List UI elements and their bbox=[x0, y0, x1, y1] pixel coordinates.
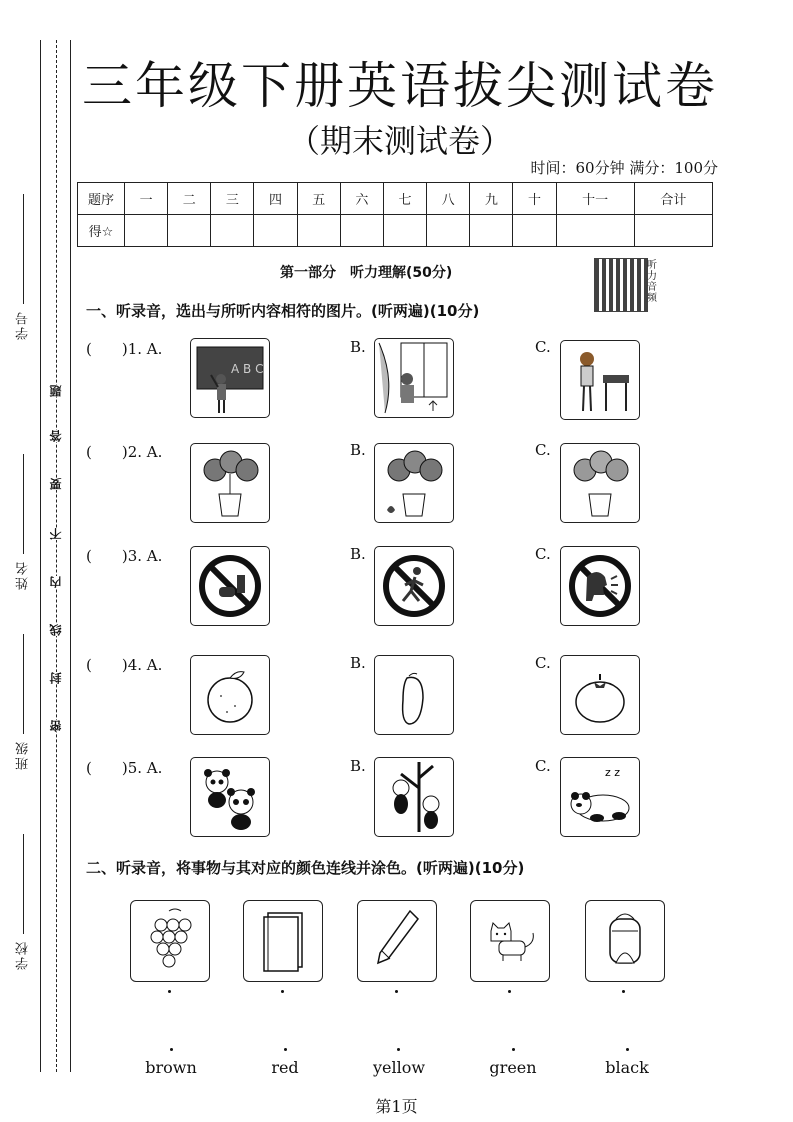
connect-dot[interactable] bbox=[170, 1048, 173, 1051]
cat-icon[interactable] bbox=[470, 900, 550, 982]
orange-icon[interactable] bbox=[190, 655, 270, 735]
color-word-yellow: yellow bbox=[372, 1058, 426, 1077]
school-label: 学校 bbox=[16, 940, 31, 970]
connect-dot[interactable] bbox=[284, 1048, 287, 1051]
option-label: C. bbox=[535, 757, 551, 775]
chair-icon[interactable] bbox=[560, 340, 640, 420]
seal-char: 封 bbox=[49, 672, 63, 684]
connect-dot[interactable] bbox=[626, 1048, 629, 1051]
score-header-cell: 三 bbox=[211, 183, 254, 215]
sleeping-panda-icon[interactable] bbox=[560, 757, 640, 837]
qr-label: 听力音频 bbox=[647, 260, 657, 304]
score-header-cell: 题序 bbox=[78, 183, 125, 215]
question-number: ( )3. A. bbox=[86, 547, 163, 565]
name-label: 姓名 bbox=[16, 560, 31, 590]
margin-border-line bbox=[40, 40, 41, 1072]
score-header-cell: 九 bbox=[470, 183, 513, 215]
score-cell[interactable] bbox=[427, 215, 470, 247]
seal-char: 要 bbox=[49, 478, 63, 490]
flower-pot-icon[interactable] bbox=[190, 443, 270, 523]
connect-dot[interactable] bbox=[397, 1048, 400, 1051]
question-number: ( )1. A. bbox=[86, 340, 163, 358]
option-label: B. bbox=[350, 545, 366, 563]
pandas-climbing-icon[interactable] bbox=[374, 757, 454, 837]
seal-char: 不 bbox=[49, 528, 63, 540]
option-label: C. bbox=[535, 338, 551, 356]
color-word-black: black bbox=[605, 1058, 649, 1077]
score-cell[interactable] bbox=[556, 215, 634, 247]
question-number: ( )5. A. bbox=[86, 759, 163, 777]
grapes-icon[interactable] bbox=[130, 900, 210, 982]
window-icon[interactable] bbox=[374, 338, 454, 418]
class-label: 班级 bbox=[16, 740, 31, 770]
qr-code-icon[interactable] bbox=[594, 258, 648, 312]
score-cell[interactable] bbox=[297, 215, 340, 247]
score-cell[interactable] bbox=[254, 215, 297, 247]
option-label: B. bbox=[350, 338, 366, 356]
seal-char: 内 bbox=[49, 576, 63, 588]
no-walking-sign-icon[interactable] bbox=[374, 546, 454, 626]
question-number: ( )2. A. bbox=[86, 443, 163, 461]
color-word-red: red bbox=[271, 1058, 299, 1077]
page-number: 第1页 bbox=[375, 1097, 418, 1116]
connect-dot[interactable] bbox=[395, 990, 398, 993]
score-cell[interactable] bbox=[168, 215, 211, 247]
option-label: C. bbox=[535, 654, 551, 672]
score-cell[interactable] bbox=[470, 215, 513, 247]
question-number: ( )4. A. bbox=[86, 656, 163, 674]
student-no-field[interactable] bbox=[14, 170, 33, 340]
time-info: 时间：60分钟 满分：100分 bbox=[530, 159, 718, 177]
score-header-cell: 七 bbox=[383, 183, 426, 215]
option-label: B. bbox=[350, 654, 366, 672]
score-cell[interactable] bbox=[383, 215, 426, 247]
score-cell[interactable] bbox=[211, 215, 254, 247]
score-header-cell: 十 bbox=[513, 183, 556, 215]
seal-char: 密 bbox=[49, 720, 63, 732]
svg-text:z z: z z bbox=[605, 766, 621, 779]
connect-dot[interactable] bbox=[281, 990, 284, 993]
score-header-cell: 四 bbox=[254, 183, 297, 215]
page-subtitle: （期末测试卷） bbox=[287, 122, 512, 160]
tomato-icon[interactable] bbox=[560, 655, 640, 735]
section2-title: 二、听录音，将事物与其对应的颜色连线并涂色。(听两遍)(10分) bbox=[86, 859, 525, 877]
book-icon[interactable] bbox=[243, 900, 323, 982]
score-value-row bbox=[78, 215, 713, 247]
color-word-brown: brown bbox=[145, 1058, 197, 1077]
flower-pot-icon[interactable] bbox=[560, 443, 640, 523]
no-talking-sign-icon[interactable] bbox=[560, 546, 640, 626]
school-field[interactable] bbox=[14, 830, 33, 970]
score-header-cell: 一 bbox=[125, 183, 168, 215]
student-no-label: 学号 bbox=[16, 310, 31, 340]
score-header-cell: 二 bbox=[168, 183, 211, 215]
score-cell[interactable] bbox=[340, 215, 383, 247]
score-table bbox=[77, 182, 713, 247]
no-food-sign-icon[interactable] bbox=[190, 546, 270, 626]
class-field[interactable] bbox=[14, 630, 33, 770]
two-pandas-icon[interactable] bbox=[190, 757, 270, 837]
score-cell[interactable] bbox=[513, 215, 556, 247]
seal-char: 答 bbox=[49, 430, 63, 442]
flower-pot-falling-leaf-icon[interactable] bbox=[374, 443, 454, 523]
connect-dot[interactable] bbox=[508, 990, 511, 993]
option-label: B. bbox=[350, 441, 366, 459]
bag-icon[interactable] bbox=[585, 900, 665, 982]
mango-icon[interactable] bbox=[374, 655, 454, 735]
section1-title: 一、听录音，选出与所听内容相符的图片。(听两遍)(10分) bbox=[86, 302, 480, 320]
score-row-label: 得☆ bbox=[78, 215, 125, 247]
score-header-cell: 十一 bbox=[556, 183, 634, 215]
name-field[interactable] bbox=[14, 450, 33, 590]
score-header-row bbox=[78, 183, 713, 215]
seal-char: 题 bbox=[49, 385, 63, 397]
score-cell[interactable] bbox=[634, 215, 712, 247]
page-title: 三年级下册英语拔尖测试卷 bbox=[82, 57, 718, 115]
blackboard-icon[interactable] bbox=[190, 338, 270, 418]
seal-char: 线 bbox=[49, 624, 63, 636]
part1-title: 第一部分 听力理解(50分) bbox=[280, 265, 453, 281]
margin-inner-line bbox=[70, 40, 71, 1072]
margin-dashed-line bbox=[56, 40, 57, 1072]
connect-dot[interactable] bbox=[512, 1048, 515, 1051]
color-word-green: green bbox=[489, 1058, 537, 1077]
option-label: C. bbox=[535, 441, 551, 459]
svg-text:A B C: A B C bbox=[231, 362, 264, 376]
option-label: B. bbox=[350, 757, 366, 775]
score-header-cell: 合计 bbox=[634, 183, 712, 215]
option-label: C. bbox=[535, 545, 551, 563]
score-header-cell: 六 bbox=[340, 183, 383, 215]
connect-dot[interactable] bbox=[622, 990, 625, 993]
score-header-cell: 五 bbox=[297, 183, 340, 215]
score-header-cell: 八 bbox=[427, 183, 470, 215]
pencil-icon[interactable] bbox=[357, 900, 437, 982]
score-cell[interactable] bbox=[125, 215, 168, 247]
connect-dot[interactable] bbox=[168, 990, 171, 993]
